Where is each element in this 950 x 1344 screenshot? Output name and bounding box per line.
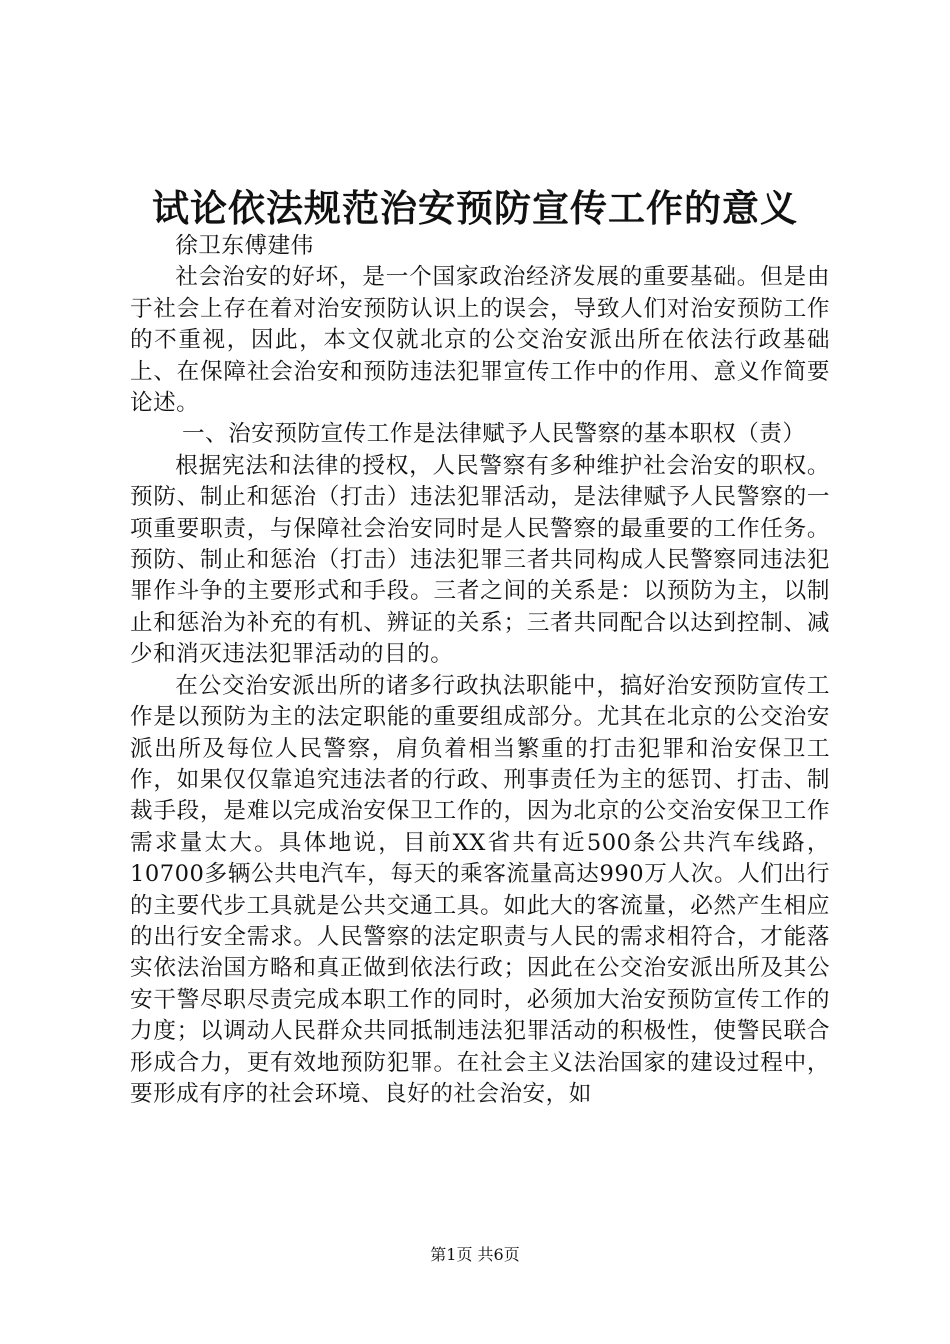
author-line: 徐卫东傅建伟	[175, 233, 314, 259]
document-body	[130, 231, 830, 1110]
document-title: 试论依法规范治安预防宣传工作的意义	[152, 186, 798, 230]
body-paragraph-2: 在公交治安派出所的诸多行政执法职能中，搞好治安预防宣传工作是以预防为主的法定职能的重要组成部分。尤其在北京的公交治安派出所及每位人民警察，肩负着相当繁重的打击犯罪和治安保卫工作，如果仅仅靠追究违法者的行政、刑事责任为主的惩罚、打击、制裁手段，是难以完成治安保卫工作的，因为北京的公交治安保卫工作需求量太大。具体地说，目前XX省共有近500条公共汽车线路，10700多辆公共电汽车，每天的乘客流量高达990万人次。人们出行的主要代步工具就是公共交通工具。如此大的客流量，必然产生相应的出行安全需求。人民警察的法定职责与人民的需求相符合，才能落实依法治国方略和真正做到依法行政；因此在公交治安派出所及其公安干警尽职尽责完成本职工作的同时，必须加大治安预防宣传工作的力度；以调动人民群众共同抵制违法犯罪活动的积极性，使警民联合形成合力，更有效地预防犯罪。在社会主义法治国家的建设过程中，要形成有序的社会环境、良好的社会治安，如	[130, 672, 830, 1107]
page-footer: 第1页 共6页	[430, 1245, 520, 1264]
intro-paragraph: 社会治安的好坏，是一个国家政治经济发展的重要基础。但是由于社会上存在着对治安预防认识上的误会，导致人们对治安预防工作的不重视，因此，本文仅就北京的公交治安派出所在依法行政基础上、在保障社会治安和预防违法犯罪宣传工作中的作用、意义作简要论述。	[130, 264, 830, 417]
section-heading: 一、治安预防宣传工作是法律赋予人民警察的基本职权（责）	[181, 421, 806, 448]
body-paragraph-1: 根据宪法和法律的授权，人民警察有多种维护社会治安的职权。预防、制止和惩治（打击）违法犯罪活动，是法律赋予人民警察的一项重要职责，与保障社会治安同时是人民警察的最重要的工作任务。预防、制止和惩治（打击）违法犯罪三者共同构成人民警察同违法犯罪作斗争的主要形式和手段。三者之间的关系是：以预防为主，以制止和惩治为补充的有机、辨证的关系；三者共同配合以达到控制、减少和消灭违法犯罪活动的目的。	[130, 452, 830, 668]
